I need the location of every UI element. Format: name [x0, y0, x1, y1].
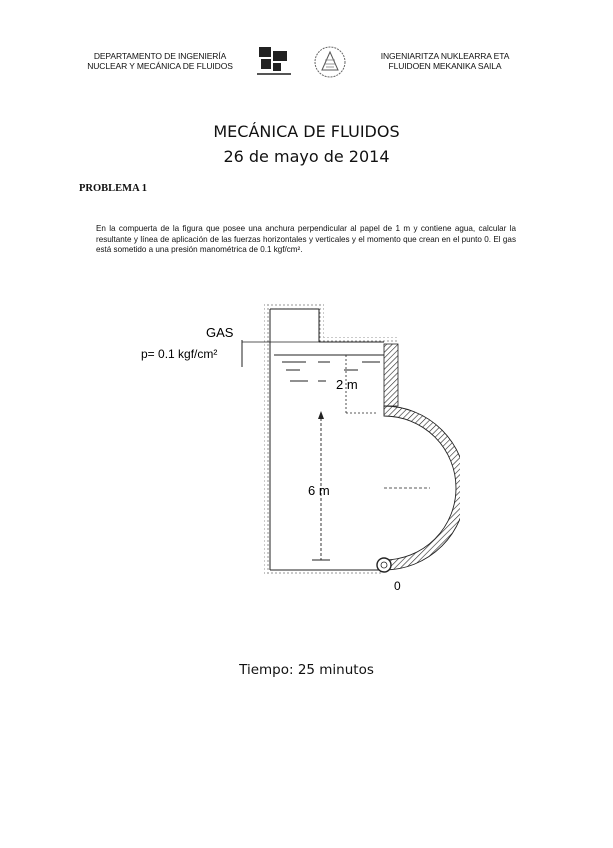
dept-eu-line1: INGENIARITZA NUKLEARRA ETA — [380, 51, 510, 61]
time-limit: Tiempo: 25 minutos — [239, 662, 374, 678]
university-seal — [312, 44, 348, 80]
point-label: 0 — [394, 579, 401, 593]
right-wall — [384, 344, 398, 406]
pressure-label: p= 0.1 kgf/cm² — [141, 347, 218, 361]
depth-label: 2 m — [336, 377, 358, 392]
dept-eu-line2: FLUIDOEN MEKANIKA SAILA — [388, 61, 502, 71]
dept-es-line2: NUCLEAR Y MECÁNICA DE FLUIDOS — [87, 61, 233, 71]
water-surface — [274, 355, 384, 381]
tank-walls — [264, 304, 399, 576]
exam-date: 26 de mayo de 2014 — [223, 147, 390, 166]
dept-es-line1: DEPARTAMENTO DE INGENIERÍA — [93, 51, 227, 61]
problem-label: PROBLEMA 1 — [79, 183, 147, 194]
gate-diagram — [130, 295, 460, 595]
university-logo — [255, 45, 295, 79]
dept-name-basque — [350, 51, 540, 71]
hinge-point — [377, 558, 391, 572]
gas-label: GAS — [206, 325, 234, 340]
height-label: 6 m — [308, 483, 330, 498]
dept-name-spanish — [60, 51, 260, 71]
course-title: MECÁNICA DE FLUIDOS — [213, 122, 400, 141]
problem-statement: En la compuerta de la figura que posee una anchura perpendicular al papel de 1 m y contiene agua, calcular la resultante y línea de aplicación de las fuerzas horizontales y verticales y el momento que crean en el punto 0. El gas está sometido a una presión manométrica de 0.1 kgf/cm². — [96, 224, 516, 254]
